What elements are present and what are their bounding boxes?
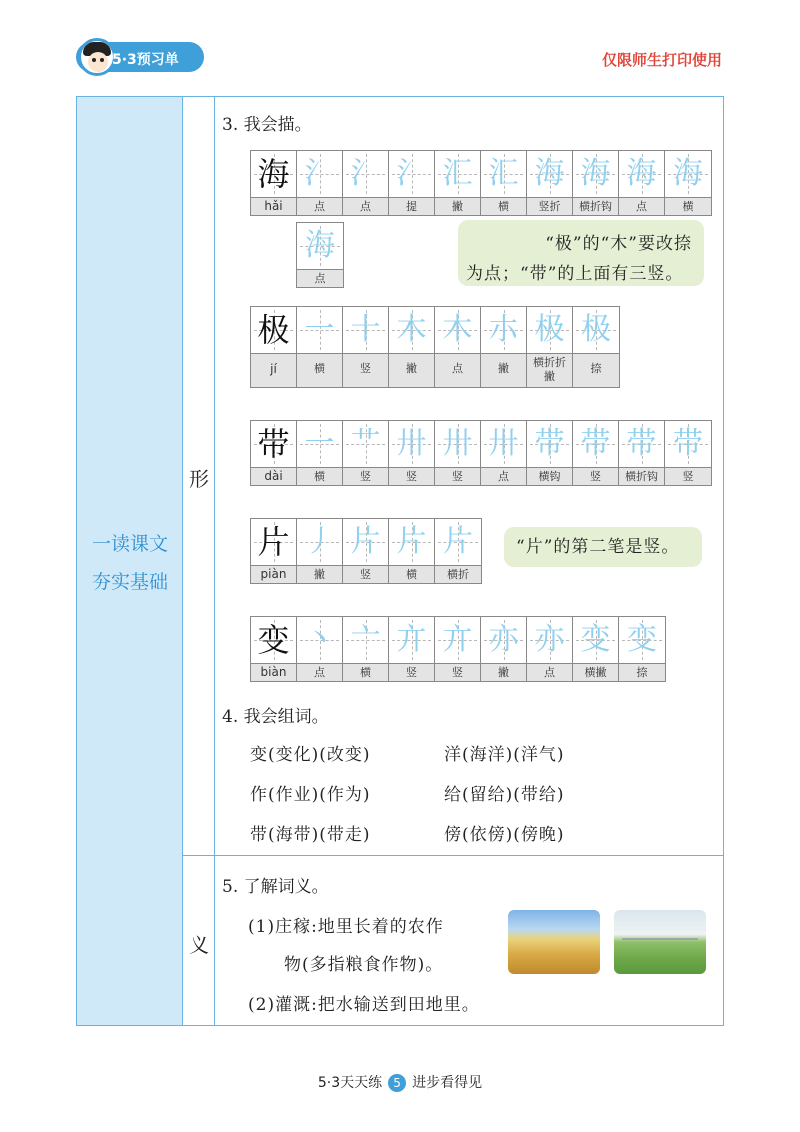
grid-label: dài xyxy=(251,467,296,485)
grid-label: 撇 xyxy=(435,197,480,215)
grid-label: 撇 xyxy=(297,565,342,583)
grid-char: 木 xyxy=(442,312,473,347)
grid-label: 竖 xyxy=(343,565,388,583)
irrigation-field-photo xyxy=(614,910,706,974)
word-group: 变(变化)(改变) xyxy=(250,745,371,765)
grid-label: 撇 xyxy=(481,353,526,387)
grid-char: 亦 xyxy=(488,622,519,657)
word-group: 作(作业)(作为) xyxy=(250,785,371,805)
grid-char: 亣 xyxy=(396,622,427,657)
grid-char: 海 xyxy=(534,156,565,191)
category-column xyxy=(183,97,215,1025)
grid-char: 海 xyxy=(580,156,611,191)
grid-label: 横折钩 xyxy=(573,197,618,215)
grid-char: 带 xyxy=(580,426,611,461)
grid-char: 带 xyxy=(534,426,565,461)
grid-label: 横折 xyxy=(435,565,481,583)
grid-label: 竖 xyxy=(573,467,618,485)
grid-label: 横折钩 xyxy=(619,467,664,485)
grid-char: 变 xyxy=(257,621,290,659)
grid-label: 撇 xyxy=(389,353,434,387)
grid-char: 艹 xyxy=(350,426,381,461)
grid-label: 横 xyxy=(389,565,434,583)
grid-label: 横 xyxy=(481,197,526,215)
grid-label: 点 xyxy=(297,197,342,215)
definition-zhuangjia-line1: (1)庄稼:地里长着的农作 xyxy=(248,917,444,937)
definition-guangai: (2)灌溉:把水输送到田地里。 xyxy=(248,995,480,1015)
grid-char: 带 xyxy=(257,425,290,463)
grid-label: 点 xyxy=(297,663,342,681)
grid-char: 亠 xyxy=(350,622,381,657)
grid-label: biàn xyxy=(251,663,296,681)
grid-char: 丿 xyxy=(304,524,335,559)
grid-char: 片 xyxy=(257,523,290,561)
word-group: 傍(依傍)(傍晚) xyxy=(444,825,565,845)
grid-char: 卅 xyxy=(396,426,427,461)
badge-label: 5·3预习单 xyxy=(112,52,179,68)
grid-label: 横 xyxy=(297,353,342,387)
grid-label: 横撇 xyxy=(573,663,618,681)
grid-label: 撇 xyxy=(481,663,526,681)
grid-char: 亦 xyxy=(534,622,565,657)
print-notice: 仅限师生打印使用 xyxy=(601,51,722,69)
grid-char: 片 xyxy=(396,524,427,559)
grid-label: 点 xyxy=(481,467,526,485)
grid-char: 带 xyxy=(626,426,657,461)
stroke-grid-bian xyxy=(250,616,666,682)
grid-label: 横 xyxy=(297,467,342,485)
grid-label: piàn xyxy=(251,565,296,583)
grid-label: 横钩 xyxy=(527,467,572,485)
word-group: 给(留给)(带给) xyxy=(444,785,565,805)
grid-label: 竖 xyxy=(343,467,388,485)
grid-char: 卅 xyxy=(442,426,473,461)
grid-label: 捺 xyxy=(619,663,665,681)
tip-note-ji-dai xyxy=(458,220,704,286)
sidebar xyxy=(77,97,183,1025)
stroke-grid-pian xyxy=(250,518,482,584)
grid-label: 点 xyxy=(619,197,664,215)
stroke-grid-hai-continued xyxy=(296,222,344,288)
grid-char: 带 xyxy=(673,426,703,461)
section3-heading: 3. 我会描。 xyxy=(222,115,312,135)
grid-label: jí xyxy=(251,353,296,387)
definition-zhuangjia-line2: 物(多指粮食作物)。 xyxy=(284,955,444,975)
grid-char: 变 xyxy=(627,622,657,657)
section-divider xyxy=(183,855,723,856)
grid-char: 片 xyxy=(350,524,381,559)
grid-char: 氵 xyxy=(304,156,335,191)
grid-char: 木 xyxy=(396,312,427,347)
grid-char: 丶 xyxy=(304,622,335,657)
grid-label: 提 xyxy=(389,197,434,215)
grid-char: 朩 xyxy=(488,312,519,347)
grid-char: 海 xyxy=(673,156,703,191)
grid-label: 竖 xyxy=(389,663,434,681)
grid-char: 氵 xyxy=(396,156,427,191)
wheat-field-photo xyxy=(508,910,600,974)
word-group: 洋(海洋)(洋气) xyxy=(444,745,565,765)
grid-label: 点 xyxy=(297,269,343,287)
grid-char: 汇 xyxy=(442,156,473,191)
grid-label: 捺 xyxy=(573,353,619,387)
grid-char: 极 xyxy=(581,312,611,347)
grid-char: 卅 xyxy=(488,426,519,461)
grid-char: 氵 xyxy=(350,156,381,191)
stroke-grid-hai xyxy=(250,150,712,216)
grid-label: 竖 xyxy=(343,353,388,387)
tip-note-line1: “极”的“木”要改捺 xyxy=(545,234,692,254)
section5-heading: 5. 了解词义。 xyxy=(222,877,329,897)
grid-char: 十 xyxy=(350,312,381,347)
grid-label: 横折折撇 xyxy=(527,353,572,387)
grid-char: 极 xyxy=(534,312,565,347)
stroke-grid-dai xyxy=(250,420,712,486)
grid-char: 汇 xyxy=(488,156,519,191)
grid-char: 一 xyxy=(304,312,335,347)
grid-char: 海 xyxy=(257,155,290,193)
tip-note-pian: “片”的第二笔是竖。 xyxy=(504,527,702,567)
tip-note-line2: 为点；“带”的上面有三竖。 xyxy=(466,264,684,284)
grid-char: 亣 xyxy=(442,622,473,657)
grid-char: 一 xyxy=(304,426,335,461)
mascot-avatar xyxy=(78,38,116,76)
grid-char: 海 xyxy=(305,228,335,263)
sidebar-title-line1: 一读课文 xyxy=(91,533,168,555)
grid-label: 横 xyxy=(665,197,711,215)
sidebar-title-line2: 夯实基础 xyxy=(91,571,168,593)
grid-label: 竖折 xyxy=(527,197,572,215)
grid-label: 横 xyxy=(343,663,388,681)
footer-slogan: 进步看得见 xyxy=(412,1075,483,1091)
word-group: 带(海带)(带走) xyxy=(250,825,371,845)
grid-label: 竖 xyxy=(665,467,711,485)
grid-char: 海 xyxy=(626,156,657,191)
grid-label: 竖 xyxy=(435,663,480,681)
category-meaning: 义 xyxy=(189,933,209,957)
footer-brand: 5·3天天练 xyxy=(317,1075,383,1091)
stroke-grid-ji xyxy=(250,306,620,388)
grid-label: 竖 xyxy=(435,467,480,485)
grid-label: hǎi xyxy=(251,197,296,215)
grid-char: 片 xyxy=(443,524,473,559)
grid-label: 点 xyxy=(527,663,572,681)
grid-char: 变 xyxy=(580,622,611,657)
category-form: 形 xyxy=(189,467,209,491)
grid-char: 极 xyxy=(257,311,290,349)
page-footer xyxy=(0,1072,800,1092)
page-number: 5 xyxy=(388,1074,406,1092)
section4-heading: 4. 我会组词。 xyxy=(222,707,329,727)
grid-label: 点 xyxy=(435,353,480,387)
grid-label: 点 xyxy=(343,197,388,215)
grid-label: 竖 xyxy=(389,467,434,485)
